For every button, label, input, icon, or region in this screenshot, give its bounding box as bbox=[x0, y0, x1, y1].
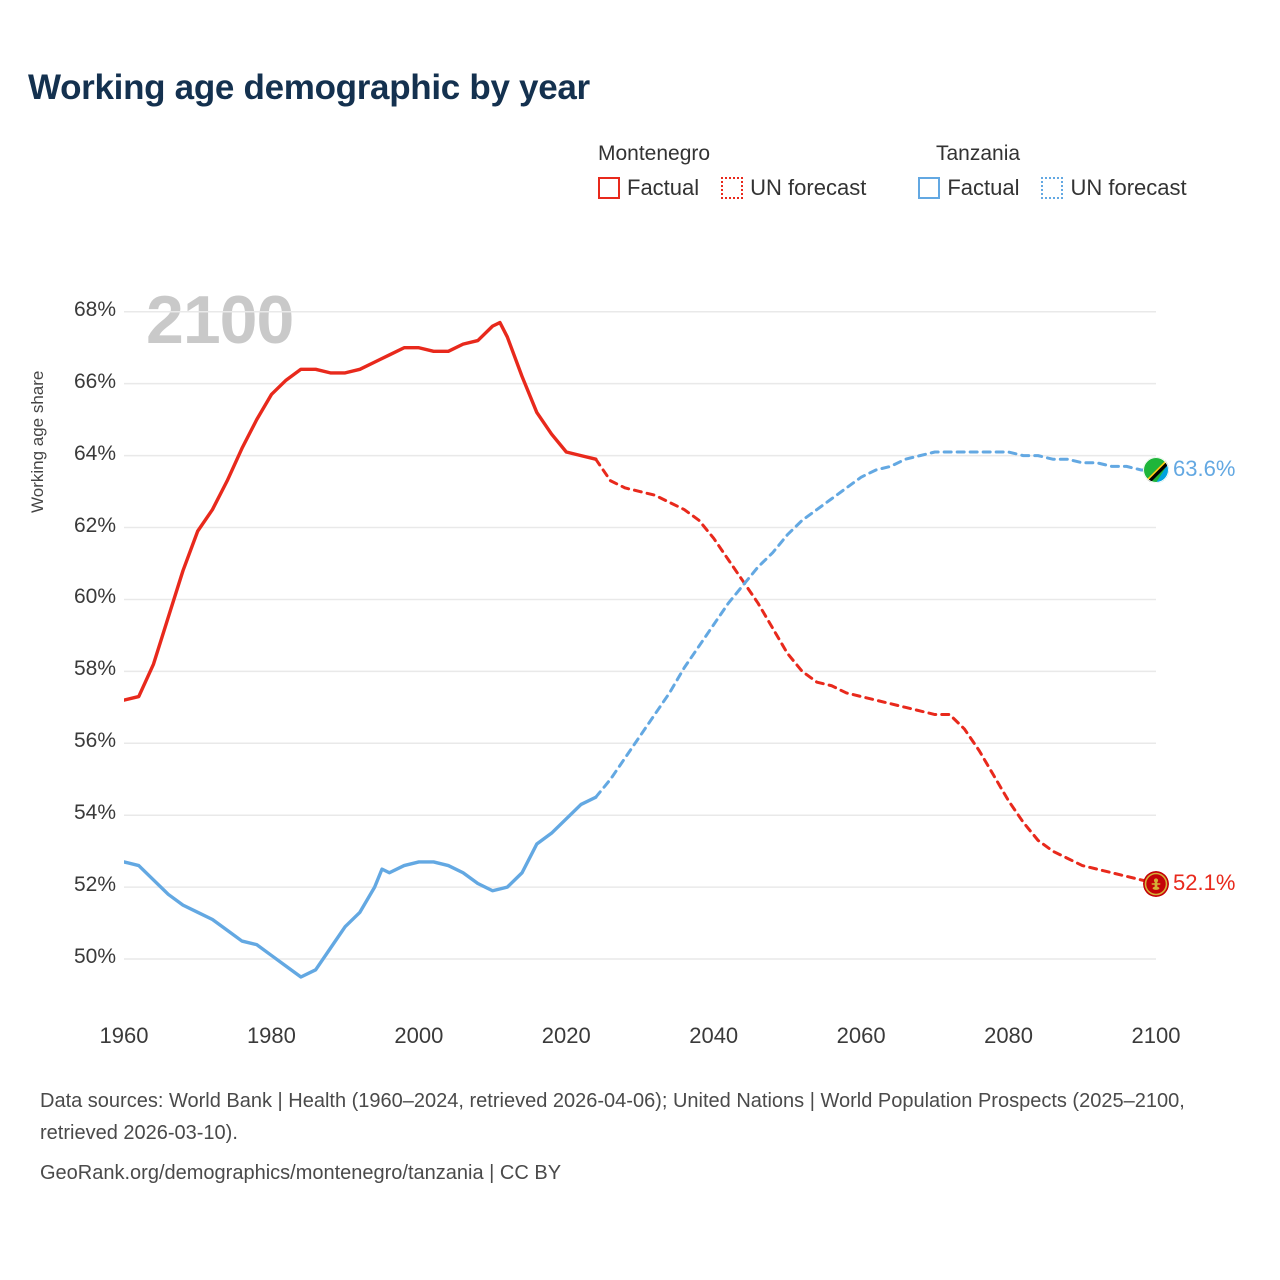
legend-key-row bbox=[598, 175, 1258, 201]
x-tick-label: 2040 bbox=[689, 1023, 739, 1048]
legend-item-montenegro-factual[interactable] bbox=[598, 175, 699, 201]
attribution-text: GeoRank.org/demographics/montenegro/tanzania | CC BY bbox=[40, 1162, 562, 1184]
y-tick-label: 52% bbox=[73, 873, 116, 897]
legend-item-montenegro-forecast[interactable] bbox=[721, 175, 866, 201]
x-tick-label: 2060 bbox=[836, 1023, 886, 1048]
tanzania-flag-marker-icon bbox=[1143, 457, 1169, 483]
x-tick-label: 2000 bbox=[394, 1023, 444, 1048]
y-tick-label: 58% bbox=[73, 657, 116, 681]
y-tick-label: 56% bbox=[73, 729, 116, 753]
chart-legend bbox=[598, 142, 1258, 201]
y-tick-label: 68% bbox=[73, 297, 116, 321]
series-line bbox=[596, 452, 1156, 797]
line-chart-svg bbox=[124, 283, 1156, 995]
page-title: Working age demographic by year bbox=[28, 68, 590, 107]
legend-country-tanzania: Tanzania bbox=[936, 142, 1021, 165]
footer bbox=[40, 1085, 1240, 1189]
y-tick-label: 66% bbox=[73, 369, 116, 393]
legend-country-row bbox=[598, 142, 1258, 166]
x-tick-label: 1960 bbox=[99, 1023, 149, 1048]
legend-item-tanzania-forecast[interactable] bbox=[1041, 175, 1186, 201]
montenegro-flag-marker-icon bbox=[1143, 871, 1169, 897]
legend-label: Factual bbox=[947, 175, 1020, 200]
legend-swatch-dotted-blue-icon bbox=[1041, 177, 1063, 199]
legend-swatch-solid-red-icon bbox=[598, 177, 620, 199]
x-tick-label: 2100 bbox=[1131, 1023, 1181, 1048]
y-tick-label: 50% bbox=[73, 945, 116, 969]
legend-swatch-dotted-red-icon bbox=[721, 177, 743, 199]
series-line bbox=[124, 323, 596, 701]
year-watermark: 2100 bbox=[146, 282, 294, 358]
tanzania-end-value-label: 63.6% bbox=[1173, 455, 1236, 481]
legend-label: Factual bbox=[627, 175, 700, 200]
data-sources-text: Data sources: World Bank | Health (1960–2024, retrieved 2026-04-06); United Nations | World Population Prospects (2025–2100, retrieved 2026-03-10). bbox=[40, 1090, 1185, 1144]
plot-area bbox=[124, 283, 1156, 995]
legend-item-tanzania-factual[interactable] bbox=[918, 175, 1019, 201]
montenegro-end-value-label: 52.1% bbox=[1173, 869, 1236, 895]
legend-swatch-solid-blue-icon bbox=[918, 177, 940, 199]
legend-label: UN forecast bbox=[750, 175, 867, 200]
y-tick-label: 54% bbox=[73, 801, 116, 825]
y-tick-label: 62% bbox=[73, 513, 116, 537]
y-tick-label: 64% bbox=[73, 441, 116, 465]
x-tick-label: 2080 bbox=[984, 1023, 1034, 1048]
y-tick-label: 60% bbox=[73, 585, 116, 609]
x-tick-label: 2020 bbox=[541, 1023, 591, 1048]
x-tick-label: 1980 bbox=[246, 1023, 296, 1048]
legend-label: UN forecast bbox=[1070, 175, 1187, 200]
y-axis-title: Working age share bbox=[28, 370, 47, 513]
legend-country-montenegro: Montenegro bbox=[598, 142, 711, 165]
